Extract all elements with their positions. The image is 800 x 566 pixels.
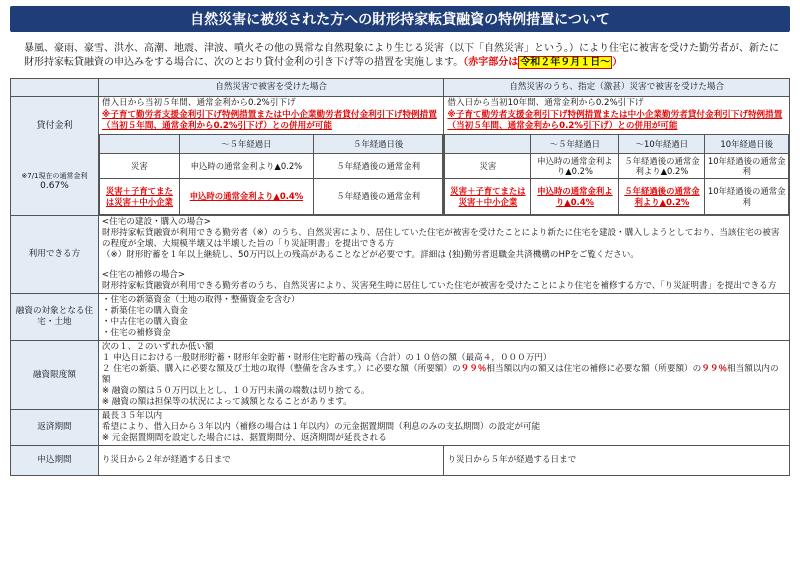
header-natural-disaster: 自然災害で被害を受けた場合: [98, 79, 444, 97]
target-cell: [98, 294, 789, 341]
rate-right-line1: 借入日から当初10年間、通常金利から0.2%引下げ: [447, 98, 644, 108]
apply-right: り災日から５年が経過する日まで: [444, 446, 790, 476]
intro-paragraph: [24, 42, 784, 69]
rate-right-th-a: ～５年経過日: [531, 135, 619, 154]
repay-cell: [98, 410, 789, 446]
rate-left-th-blank: [99, 135, 179, 154]
limit-line3-a: ２ 住宅の新築、購入に必要な額及び土地の取得（整備を含みます。）に必要な額（所要額）の: [101, 364, 461, 374]
header-designated-disaster: 自然災害のうち、指定（激甚）災害で被害を受けた場合: [444, 79, 790, 97]
rate-left-subtable: [99, 134, 444, 215]
rate-label-cell: [11, 97, 99, 216]
eligible-repair-text: 財形持家転貸融資が利用できる勤労者のうち、自然災害により、災害発生時に居住していた住宅が被害を受けたことにより住宅を補修する方で、「り災証明書」を提出できる方: [101, 281, 777, 291]
target-item: ・新築住宅の購入資金: [101, 306, 188, 316]
rate-label: 貸付金利: [36, 120, 73, 131]
limit-label: 融資限度額: [11, 341, 99, 410]
limit-rate-red: ９９％: [460, 364, 487, 374]
limit-rate-red-2: ９９％: [701, 364, 728, 374]
intro-red-close: ）: [612, 56, 623, 68]
rate-right-r1-b: ５年経過後の通常金利より▲0.2%: [619, 154, 705, 179]
limit-line3: [102, 364, 786, 386]
eligible-cell: [98, 216, 789, 294]
limit-note1: ※ 融資の額は５０万円以上とし、１０万円未満の端数は切り捨てる。: [101, 386, 370, 396]
limit-line1: 次の１、２のいずれか低い額: [101, 342, 214, 352]
rate-left-line1: 借入日から当初５年間、通常金利から0.2%引下げ: [101, 98, 296, 108]
rate-note: ※7/1現在の通常金利: [21, 171, 88, 180]
rate-left-line2: ※子育て勤労者支援金利引下げ特例措置または中小企業勤労者貸付金利引下げ特例措置（当初５年間、通常金利から0.2%引下げ）との併用が可能: [101, 110, 437, 131]
limit-line3-b: 相当額以内の額又は住宅の補修に必要な額（所要額）の: [486, 364, 702, 374]
rate-right-subtable: [444, 134, 789, 215]
rate-left-r1-label: 災害: [99, 154, 179, 179]
rate-left-r1-a: 申込時の通常金利より▲0.2%: [179, 154, 313, 179]
limit-cell: [98, 341, 789, 410]
repay-line3: ※ 元金据置期間を設定した場合には、据置期間分、返済期間が延長される: [101, 433, 387, 443]
rate-right-r1-c: 10年経過後の通常金利: [705, 154, 789, 179]
repay-label: 返済期間: [11, 410, 99, 446]
limit-line2: １ 申込日における一般財形貯蓄・財形年金貯蓄・財形住宅貯蓄の残高（合計）の１０倍の額（最高４，０００万円）: [101, 353, 552, 363]
eligible-heading-build: <住宅の建設・購入の場合>: [101, 217, 211, 227]
rate-right-r2-label: 災害＋子育てまたは災害＋中小企業: [445, 179, 531, 215]
header-blank: [11, 79, 99, 97]
effective-date: 令和２年９月１日～: [520, 56, 611, 68]
rate-left-th-b: ５年経過日後: [313, 135, 443, 154]
rate-left-r2-a: 申込時の通常金利より▲0.4%: [179, 179, 313, 215]
rate-right-line2: ※子育て勤労者支援金利引下げ特例措置または中小企業勤労者貸付金利引下げ特例措置（当初５年間、通常金利から0.2%引下げ）との併用が可能: [447, 110, 783, 131]
target-item: ・住宅の補修資金: [101, 328, 171, 338]
limit-note2: ※ 融資の額は担保等の状況によって減額となることがあります。: [101, 397, 352, 407]
rate-right-r1-a: 申込時の通常金利より▲0.2%: [531, 154, 619, 179]
apply-left: り災日から２年が経過する日まで: [98, 446, 444, 476]
rate-current: 0.67%: [40, 180, 69, 191]
apply-label: 申込期間: [11, 446, 99, 476]
repay-line1: 最長３５年以内: [101, 411, 163, 421]
rate-left-r2-label: 災害＋子育てまたは災害＋中小企業: [99, 179, 179, 215]
eligible-heading-repair: <住宅の補修の場合>: [101, 270, 186, 280]
measures-table: [10, 78, 790, 476]
target-label: 融資の対象となる住宅・土地: [11, 294, 99, 341]
rate-left-cell: [98, 97, 444, 216]
rate-right-th-c: 10年経過日後: [705, 135, 789, 154]
target-item: ・中古住宅の購入資金: [101, 317, 188, 327]
intro-text: 暴風、豪雨、豪雪、洪水、高潮、地震、津波、噴火その他の異常な自然現象により生じる災害（以下「自然災害」という。）により住宅に被害を受けた勤労者が、新たに財形持家転貸融資の申込みをする場合に、次のとおり貸付金利の引き下げ等の措置を実施します。: [24, 43, 779, 68]
rate-right-th-blank: [445, 135, 531, 154]
eligible-note: （※）財形貯蓄を１年以上継続し、50万円以上の残高があることなどが必要です。詳細は (独)勤労者退職金共済機構のHPをご覧ください。: [101, 250, 639, 260]
rate-right-th-b: ～10年経過日: [619, 135, 705, 154]
rate-right-cell: [444, 97, 790, 216]
eligible-build-text: 財形持家転貸融資が利用できる勤労者（※）のうち、自然災害により、居住していた住宅が被害を受けたことにより新たに住宅を建設・購入しようとしており、当該住宅の被害の程度が全壊、大規模半壊又は半壊した旨の「り災証明書」を提出できる方: [101, 228, 780, 249]
rate-right-r2-c: 10年経過後の通常金利: [705, 179, 789, 215]
eligible-label: 利用できる方: [11, 216, 99, 294]
target-item: ・住宅の新築資金（土地の取得・整備資金を含む）: [101, 295, 300, 305]
rate-right-r2-b: ５年経過後の通常金利より▲0.2%: [619, 179, 705, 215]
rate-left-r1-b: ５年経過後の通常金利: [313, 154, 443, 179]
rate-right-r2-a: 申込時の通常金利より▲0.4%: [531, 179, 619, 215]
limit-line3-c: 相当額以内の額: [101, 364, 779, 385]
repay-line2: 希望により、借入日から３年以内（補修の場合は１年以内）の元金据置期間（利息のみの支払期間）の設定が可能: [101, 422, 541, 432]
rate-right-r1-label: 災害: [445, 154, 531, 179]
rate-left-r2-b: ５年経過後の通常金利: [313, 179, 443, 215]
rate-left-th-a: ～５年経過日: [179, 135, 313, 154]
intro-red-note: （赤字部分は: [463, 56, 519, 68]
page-title: 自然災害に被災された方への財形持家転貸融資の特例措置について: [10, 6, 790, 32]
